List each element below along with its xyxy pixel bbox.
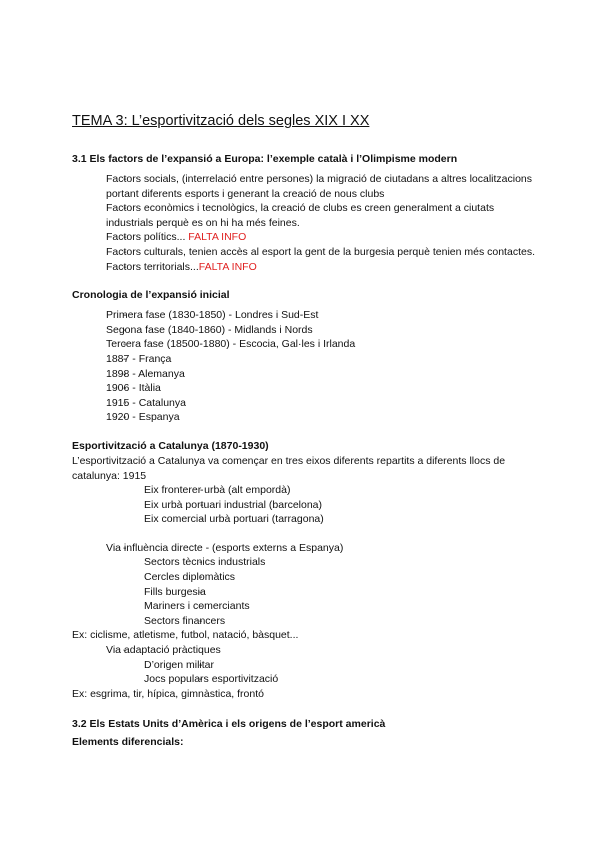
- list-item: - 1898 - Alemanya: [106, 367, 542, 382]
- list-item: - Sectors financers: [144, 614, 542, 629]
- subheading-elements: Elements diferencials:: [72, 736, 184, 749]
- list-item: - Factors culturals, tenien accès al esport la gent de la burgesia perquè tenien més contactes.: [106, 245, 542, 260]
- list-item: - Tercera fase (18500-1880) - Escocia, Gal·les i Irlanda: [106, 337, 542, 352]
- via-list-2: [72, 643, 542, 658]
- paragraph-intro: L’esportivització a Catalunya va començar en tres eixos diferents repartits a diferents llocs de catalunya: 1915: [72, 454, 506, 482]
- page-title: TEMA 3: L’esportivització dels segles XIX I XX: [72, 113, 370, 129]
- list-item: - 1887 - França: [106, 352, 542, 367]
- list-item: - Factors socials, (interrelació entre persones) la migració de ciutadans a altres localitzacions portant diferents esports i generant la creació de nous clubs: [106, 172, 542, 201]
- list-item-text: Factors territorials...: [106, 260, 199, 273]
- list-item: - Sectors tècnics industrials: [144, 555, 542, 570]
- list-item: [106, 260, 542, 275]
- via2-sublist: [72, 658, 542, 687]
- list-item-text: Factors polítics...: [106, 231, 186, 244]
- list-item: - Primera fase (1830-1850) - Londres i Sud-Est: [106, 308, 542, 323]
- via-list-1: [72, 541, 542, 556]
- example-line: Ex: esgrima, tir, hípica, gimnàstica, frontó: [72, 687, 264, 700]
- list-item: [106, 230, 542, 245]
- list-item: - 1915 - Catalunya: [106, 396, 542, 411]
- section-heading-3-1: 3.1 Els factors de l’expansió a Europa: l’exemple català i l’Olimpisme modern: [72, 153, 458, 165]
- factors-list: [72, 172, 542, 274]
- list-item: - Factors econòmics i tecnològics, la creació de clubs es creen generalment a ciutats industrials perquè es on hi ha més feines.: [106, 201, 542, 230]
- section-heading-3-2: 3.2 Els Estats Units d’Amèrica i els origens de l’esport americà: [72, 718, 386, 731]
- list-item: - Eix fronterer urbà (alt empordà): [144, 483, 542, 498]
- list-item: - Eix urbà portuari industrial (barcelona): [144, 498, 542, 513]
- list-item: - Via adaptació pràctiques: [106, 643, 542, 658]
- list-item: - D’origen militar: [144, 658, 542, 673]
- section-heading-catalunya: Esportivització a Catalunya (1870-1930): [72, 439, 269, 452]
- list-item: - 1906 - Itàlia: [106, 381, 542, 396]
- missing-info-note: FALTA INFO: [198, 260, 257, 273]
- example-line: Ex: ciclisme, atletisme, futbol, natació, bàsquet...: [72, 629, 299, 642]
- list-item: - Jocs populars esportivització: [144, 672, 542, 687]
- missing-info-note: FALTA INFO: [188, 231, 247, 244]
- list-item: - Eix comercial urbà portuari (tarragona): [144, 512, 542, 527]
- section-heading-cronologia: Cronologia de l’expansió inicial: [72, 289, 230, 302]
- list-item: - Segona fase (1840-1860) - Midlands i Nords: [106, 323, 542, 338]
- list-item: - Via influència directe - (esports externs a Espanya): [106, 541, 542, 556]
- list-item: - 1920 - Espanya: [106, 410, 542, 425]
- chronology-list: [72, 308, 542, 425]
- via1-sublist: [72, 555, 542, 628]
- list-item: - Fills burgesia: [144, 585, 542, 600]
- eixos-list: [72, 483, 542, 527]
- document-page: [72, 112, 542, 755]
- list-item: - Mariners i comerciants: [144, 599, 542, 614]
- list-item: - Cercles diplomàtics: [144, 570, 542, 585]
